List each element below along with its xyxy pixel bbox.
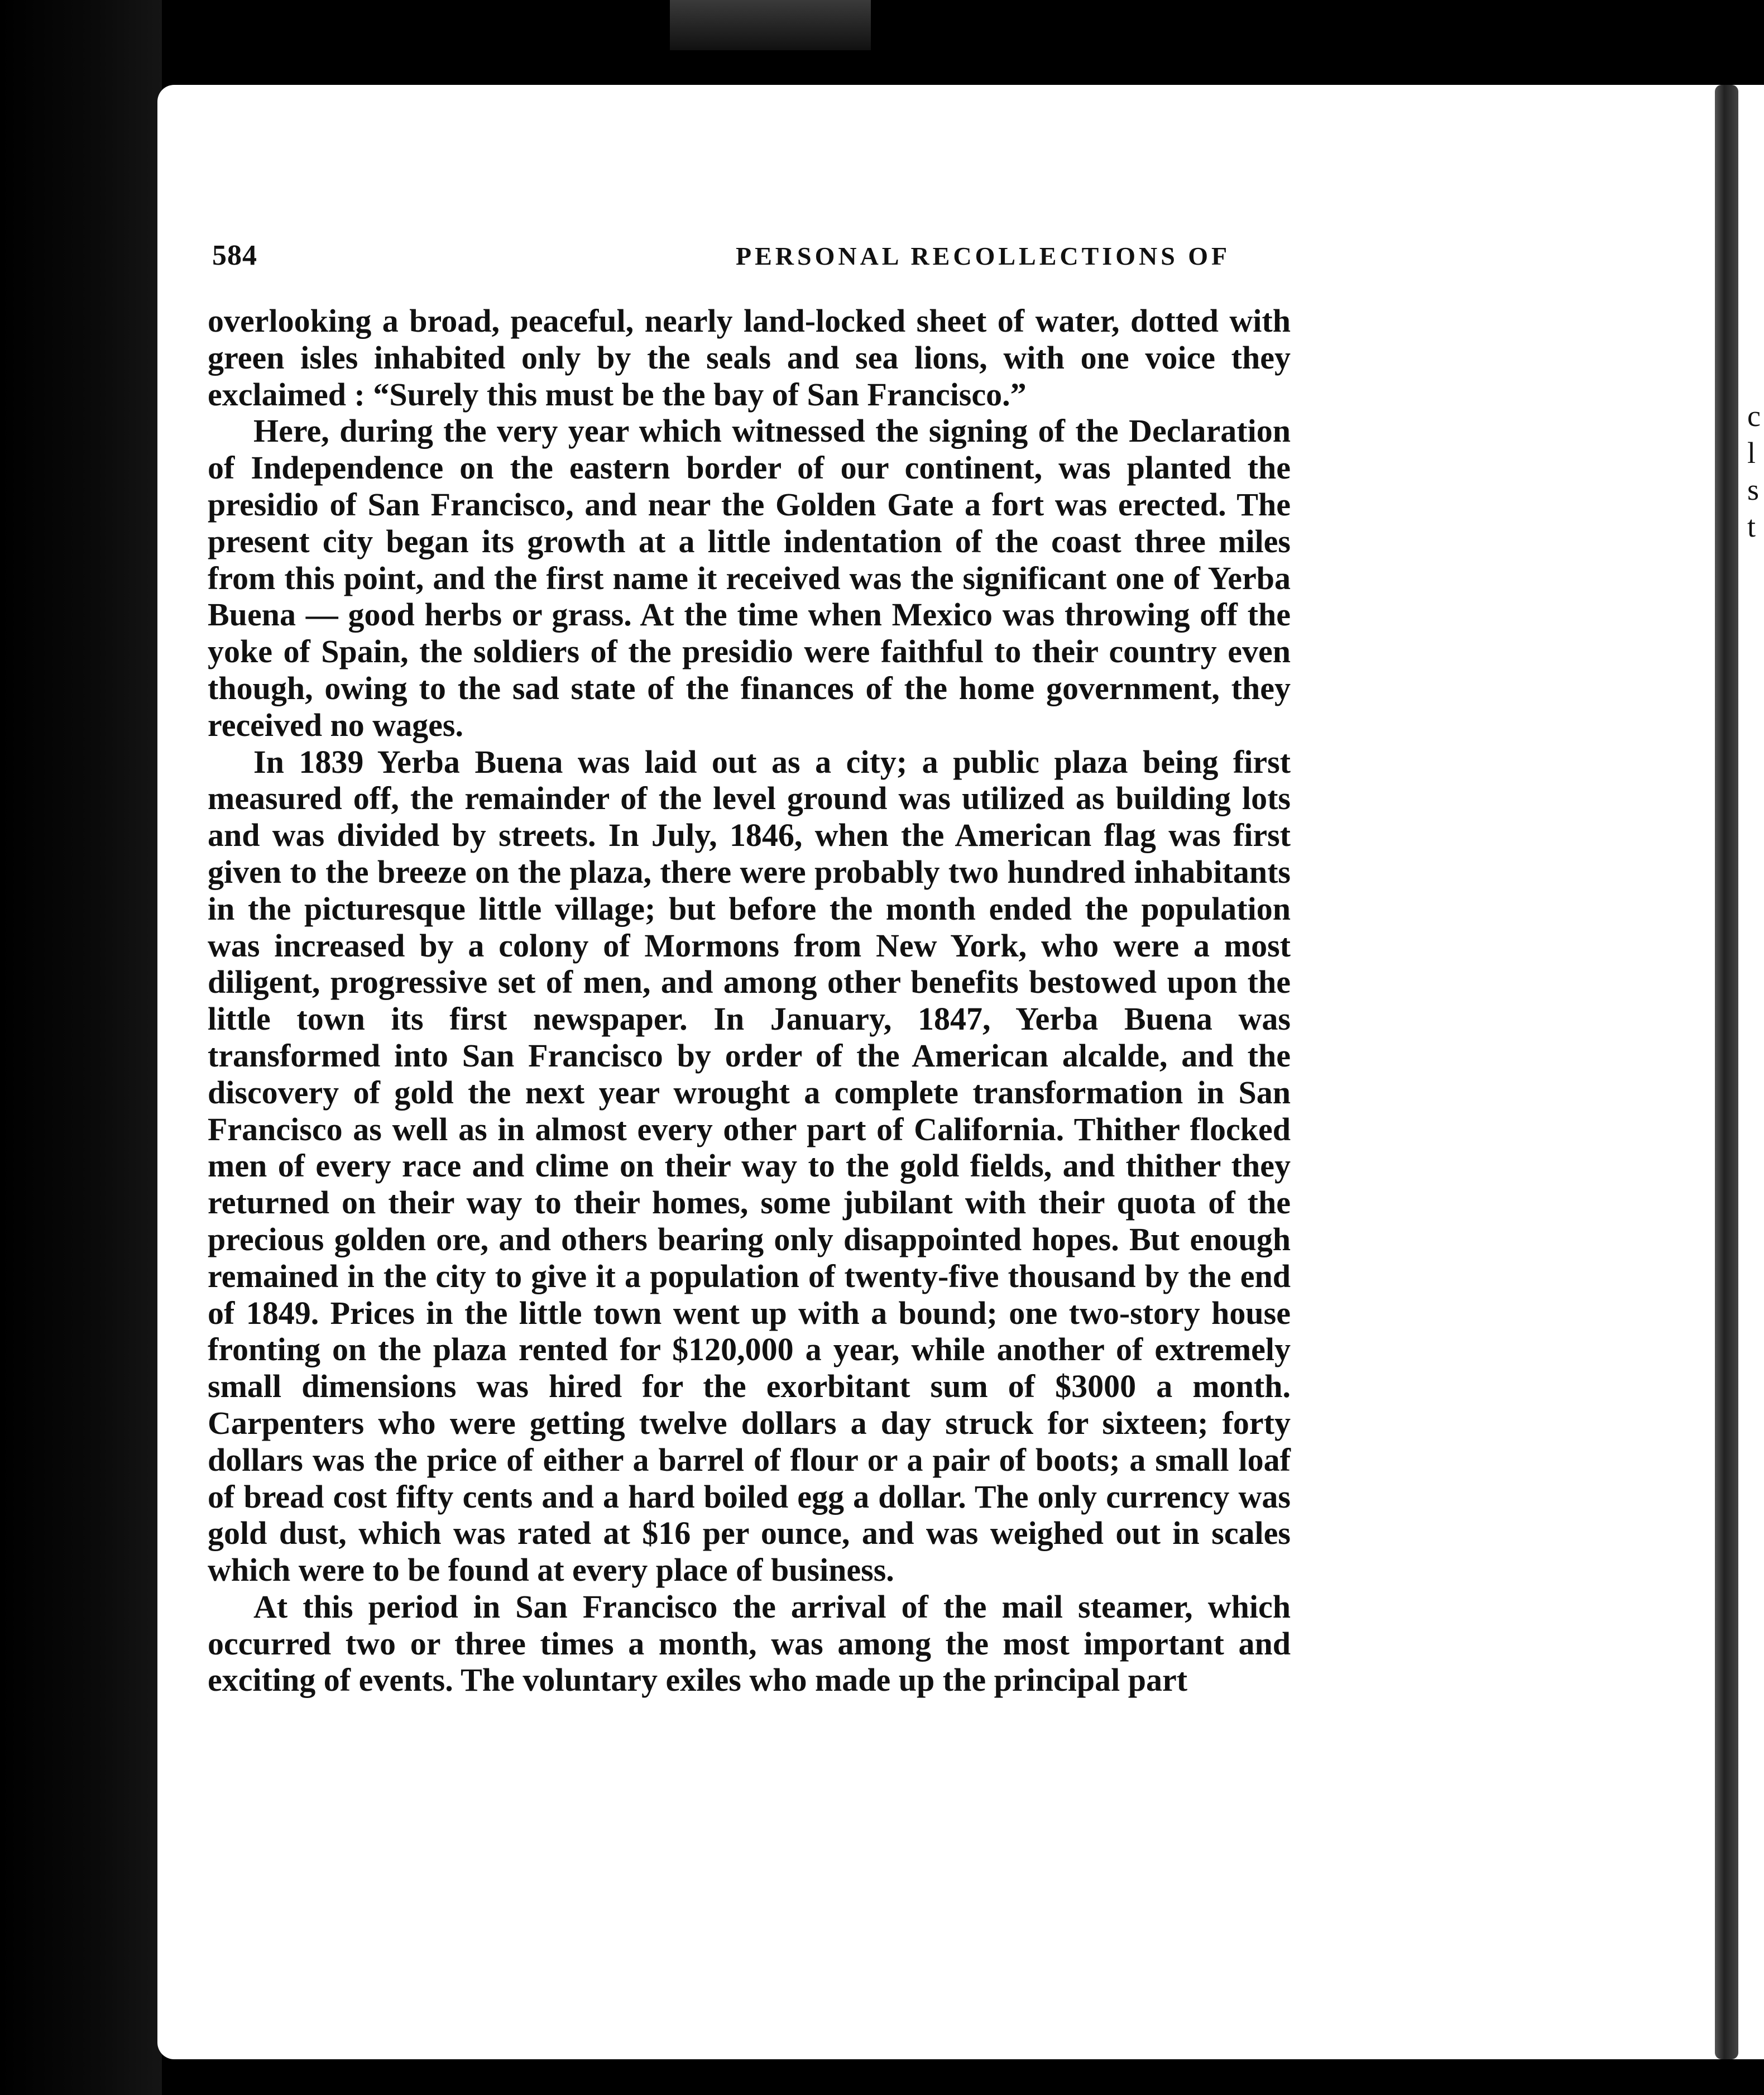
running-head — [212, 239, 1231, 278]
paragraph-2: Here, during the very year which witnessed the signing of the Declaration of Independence on the eastern border of our continent, was planted the presidio of San Francisco, and near the Golden Gate a fort was erected. The present city began its growth at a little indentation of the coast three miles from this point, and the first name it received was the significant one of Yerba Buena — good herbs or grass. At the time when Mexico was throwing off the yoke of Spain, the soldiers of the presidio were faithful to their country even though, owing to the sad state of the finances of the home government, they received no wages. — [208, 413, 1291, 743]
body-text — [208, 303, 1291, 1699]
paragraph-4: At this period in San Francisco the arrival of the mail steamer, which occurred two or three times a month, was among the most important and exciting of events. The voluntary exiles who made up the principal part — [208, 1588, 1291, 1699]
scan-background-left — [0, 0, 162, 2095]
scan-top-strip — [670, 0, 871, 50]
facing-page-letter-fragments: c l s t — [1747, 399, 1761, 543]
paragraph-1: overlooking a broad, peaceful, nearly land-locked sheet of water, dotted with green isles inhabited only by the seals and sea lions, with one voice they exclaimed : “Surely this must be the bay of San Francisco.” — [208, 303, 1291, 413]
running-head-title: PERSONAL RECOLLECTIONS OF — [736, 242, 1231, 270]
page-gutter-shadow — [1715, 85, 1738, 2059]
page-number: 584 — [212, 240, 257, 271]
facing-page-edge — [1738, 85, 1764, 2059]
paragraph-3: In 1839 Yerba Buena was laid out as a city; a public plaza being first measured off, the remainder of the level ground was utilized as building lots and was divided by streets. In July, 1846, when the American flag was first given to the breeze on the plaza, there were probably two hundred inhabitants in the picturesque little village; but before the month ended the population was increased by a colony of Mormons from New York, who were a most diligent, progressive set of men, and among other benefits bestowed upon the little town its first newspaper. In January, 1847, Yerba Buena was transformed into San Francisco by order of the American alcalde, and the discovery of gold the next year wrought a complete transformation in San Francisco as well as in almost every other part of California. Thither flocked men of every race and clime on their way to the gold fields, and thither they returned on their way to their homes, some jubilant with their quota of the precious golden ore, and others bearing only disappointed hopes. But enough remained in the city to give it a population of twenty-five thousand by the end of 1849. Prices in the little town went up with a bound; one two-story house fronting on the plaza rented for $120,000 a year, while another of extremely small dimensions was hired for the exorbitant sum of $3000 a month. Carpenters who were getting twelve dollars a day struck for sixteen; forty dollars was the price of either a barrel of flour or a pair of boots; a small loaf of bread cost fifty cents and a hard boiled egg a dollar. The only currency was gold dust, which was rated at $16 per ounce, and was weighed out in scales which were to be found at every place of business. — [208, 743, 1291, 1589]
